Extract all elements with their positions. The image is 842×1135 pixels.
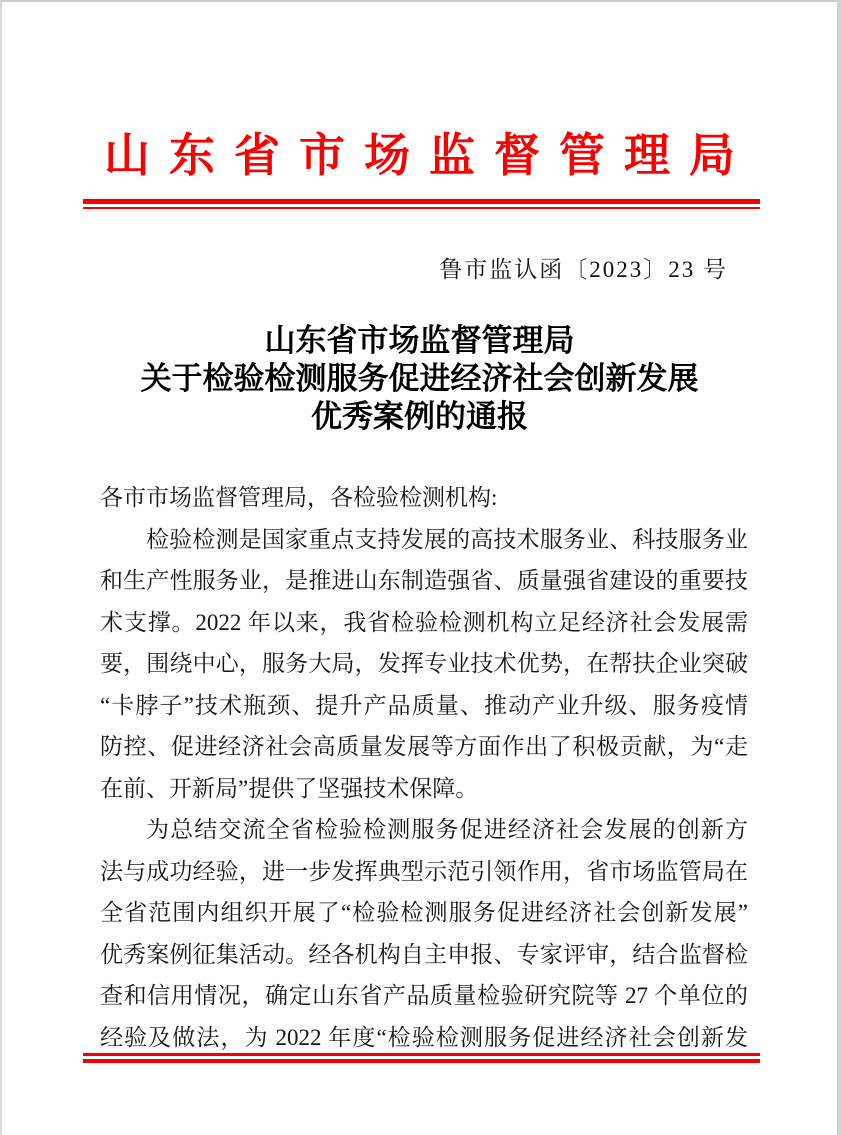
document-title bbox=[2, 322, 837, 436]
red-double-rule-bottom bbox=[83, 1053, 760, 1063]
document-reference-number: 鲁市监认函〔2023〕23 号 bbox=[439, 257, 728, 282]
body-line: 为总结交流全省检验检测服务促进经济社会发展的创新方 bbox=[146, 817, 748, 842]
document-title-line-2: 关于检验检测服务促进经济社会创新发展 bbox=[140, 361, 699, 396]
body-line: 术支撑。2022 年以来，我省检验检测机构立足经济社会发展需 bbox=[100, 609, 748, 635]
body-line: 查和信用情况，确定山东省产品质量检验研究院等 27 个单位的 bbox=[100, 983, 748, 1008]
document-title-line-1: 山东省市场监督管理局 bbox=[264, 323, 575, 358]
body-line: 检验检测是国家重点支持发展的高技术服务业、科技服务业 bbox=[146, 526, 748, 552]
rule-thin-line bbox=[83, 207, 760, 209]
rule-thin-line bbox=[83, 1053, 760, 1056]
body-line: 和生产性服务业，是推进山东制造强省、质量强省建设的重要技 bbox=[100, 568, 748, 593]
body-line: 要，围绕中心，服务大局，发挥专业技术优势，在帮扶企业突破 bbox=[100, 651, 748, 676]
body-line: 在前、开新局”提供了坚强技术保障。 bbox=[100, 775, 479, 801]
body-line: 防控、促进经济社会高质量发展等方面作出了积极贡献，为“走 bbox=[100, 734, 748, 759]
body-line: 经验及做法，为 2022 年度“检验检测服务促进经济社会创新发 bbox=[100, 1024, 748, 1050]
rule-thick-line bbox=[83, 1059, 760, 1063]
body-line: “卡脖子”技术瓶颈、提升产品质量、推动产业升级、服务疫情 bbox=[100, 692, 748, 718]
body-line: 优秀案例征集活动。经各机构自主申报、专家评审，结合监督检 bbox=[100, 941, 748, 967]
red-double-rule-top bbox=[83, 199, 760, 209]
agency-header-title: 山东省市场监督管理局 bbox=[104, 129, 754, 181]
body-line: 各市市场监督管理局，各检验检测机构: bbox=[100, 485, 498, 510]
document-body bbox=[100, 477, 748, 1058]
document-title-line-3: 优秀案例的通报 bbox=[311, 399, 528, 434]
body-line: 法与成功经验，进一步发挥典型示范引领作用，省市场监管局在 bbox=[100, 858, 748, 884]
body-line: 全省范围内组织开展了“检验检测服务促进经济社会创新发展” bbox=[100, 900, 748, 925]
rule-thick-line bbox=[83, 199, 760, 204]
